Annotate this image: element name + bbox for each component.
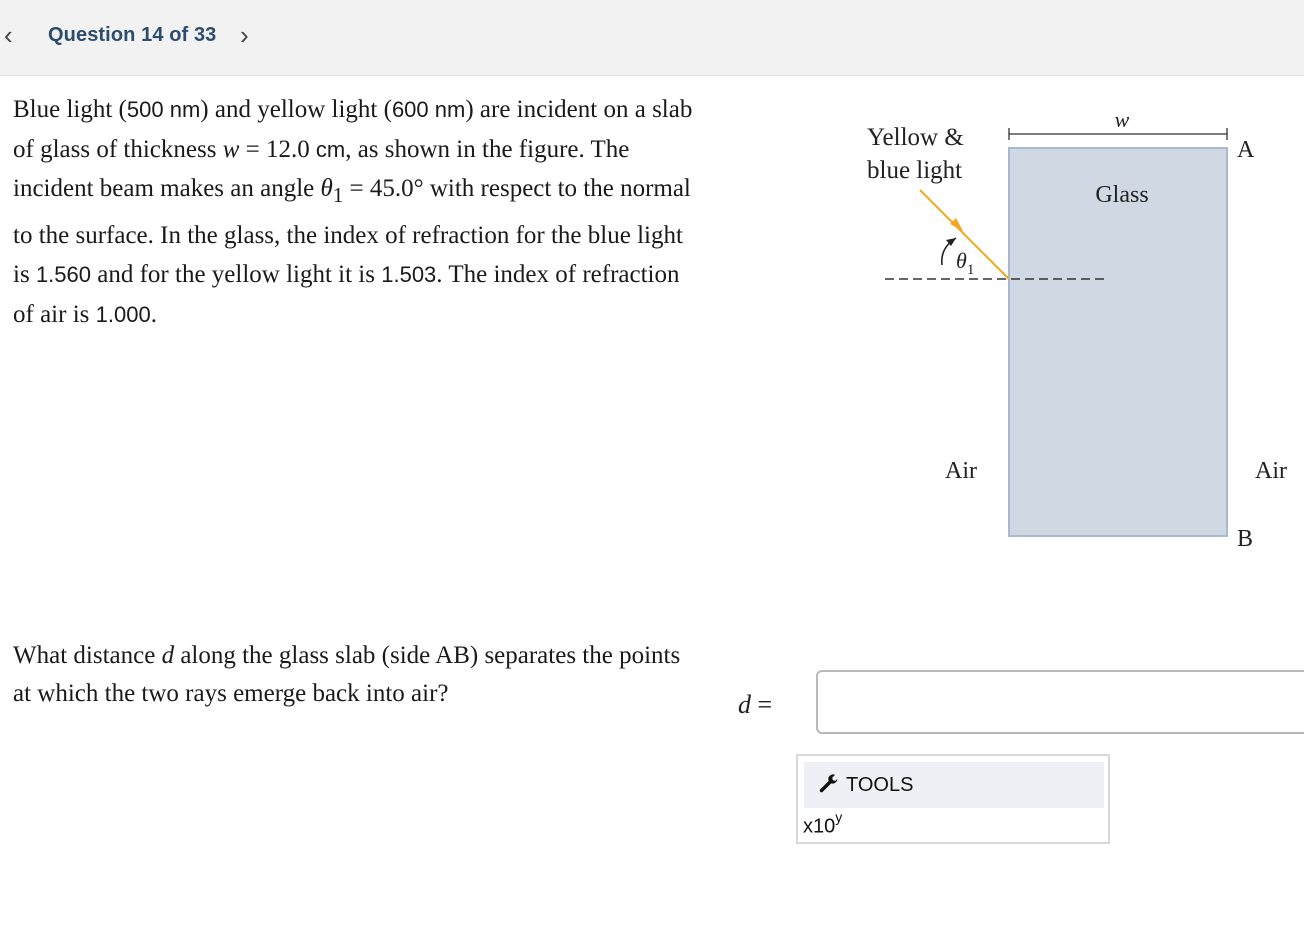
light-label-line2: blue light [867,157,963,184]
tools-panel [796,754,1110,844]
x10-button[interactable]: x10$^y$ [803,809,843,838]
label-a: A [1237,137,1255,163]
label-b: B [1237,526,1254,552]
air-label-left: Air [945,458,977,484]
wrench-icon [818,774,840,796]
glass-label: Glass [1095,182,1149,208]
chevron-right-icon[interactable]: › [240,20,249,50]
question-nav-bar [0,0,1304,76]
problem-text: Blue light (500 nm) and yellow light (600 nm) are incident on a slab of glass of thickness w = 12.0 cm, as shown in the figure. The incident beam makes an angle $\theta_1 = 45.0^\circ$ with respect to the normal to the surface. In the glass, the index of refraction for the blue light is 1.560 and for the yellow light it is 1.503. The index of refraction of air is 1.000. [13,96,693,328]
tools-label: TOOLS [846,773,914,796]
answer-input[interactable] [816,670,1304,734]
slab-figure [860,100,1300,560]
question-text: What distance d along the glass slab (side AB) separates the points at which the two rays emerge back into air? [13,642,681,707]
ray-arrowhead [950,218,963,231]
w-label: w [1114,107,1130,132]
chevron-left-icon[interactable]: ‹ [4,20,13,50]
tools-button[interactable] [804,762,1104,808]
answer-label: d = [738,690,773,719]
theta-label: $\theta_1$ [956,248,975,278]
question-counter: Question 14 of 33 [48,24,217,46]
light-label-line1: Yellow & [867,124,964,151]
air-label-right: Air [1255,458,1287,484]
